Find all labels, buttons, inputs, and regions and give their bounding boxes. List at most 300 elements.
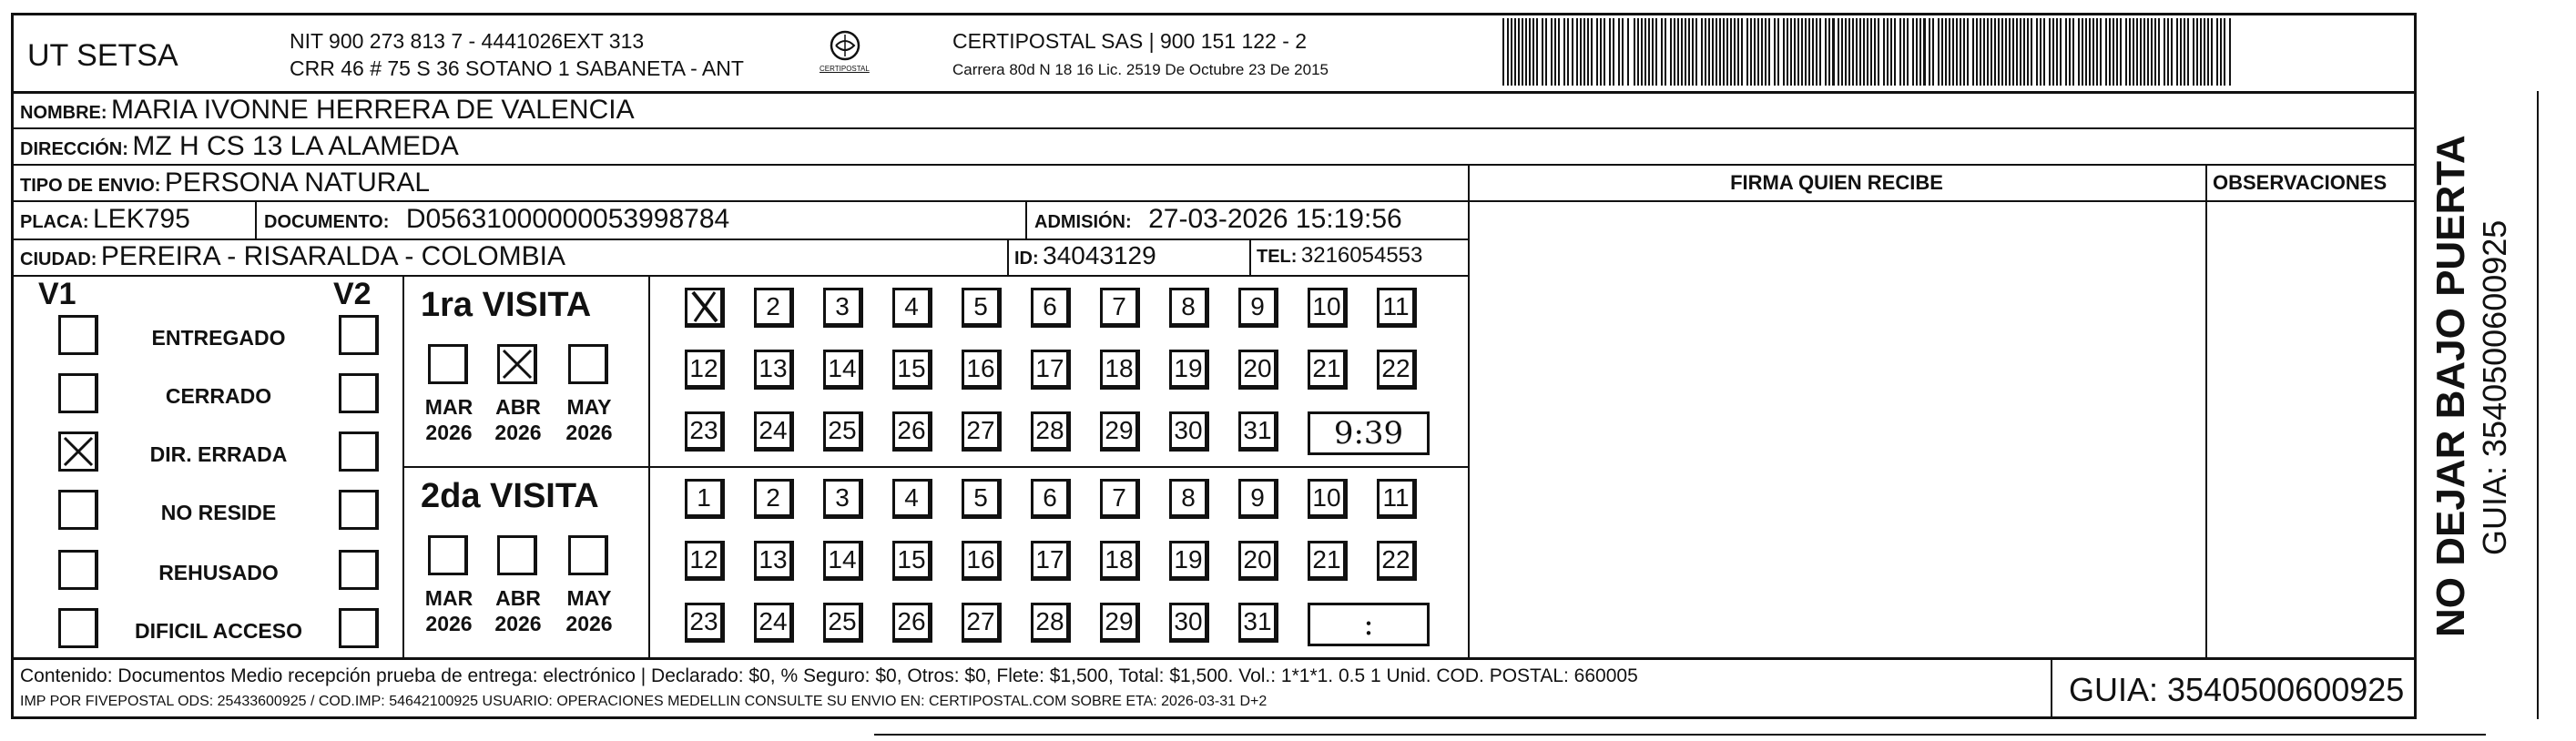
day-box[interactable] [685, 350, 725, 390]
ciudad-row [20, 243, 565, 270]
barcode-bar [2082, 18, 2083, 86]
barcode-bar [1551, 18, 1553, 86]
month-checkbox[interactable] [497, 535, 537, 575]
barcode-bar [1604, 18, 1605, 86]
barcode-bar [2096, 18, 2098, 86]
barcode-bar [1622, 18, 1624, 86]
day-number: 24 [759, 416, 788, 444]
barcode-bar [1987, 18, 1989, 86]
time-value: 9:39 [1333, 415, 1404, 452]
v2-checkbox[interactable] [339, 490, 379, 530]
day-number: 18 [1105, 354, 1134, 382]
barcode-bar [1941, 18, 1943, 86]
barcode-bar [1600, 18, 1602, 86]
day-box[interactable] [962, 411, 1002, 452]
barcode-bar [1832, 18, 1835, 86]
barcode-bar [1761, 18, 1763, 86]
direccion-label: DIRECCIÓN: [20, 139, 128, 159]
day-box[interactable] [685, 603, 725, 643]
day-box[interactable] [1169, 603, 1209, 643]
barcode-bar [1741, 18, 1743, 86]
barcode-bar [1583, 18, 1585, 86]
day-box[interactable] [754, 411, 794, 452]
month-label: ABR [495, 586, 541, 610]
barcode-bar [2176, 18, 2178, 86]
barcode-bar [1716, 18, 1717, 86]
barcode-bar [2216, 18, 2218, 86]
barcode-bar [1903, 18, 1905, 86]
nit-line: NIT 900 273 813 7 - 4441026EXT 313 [290, 29, 645, 53]
barcode-bar [2016, 18, 2018, 86]
day-box[interactable] [1031, 411, 1071, 452]
documento-row [264, 206, 729, 233]
barcode-bar [1870, 18, 1872, 86]
barcode-bar [2207, 18, 2209, 86]
day-box[interactable] [1031, 350, 1071, 390]
day-box[interactable] [892, 603, 932, 643]
barcode-bar [2211, 18, 2213, 86]
admision-row [1034, 206, 1402, 233]
barcode-bar [1670, 18, 1672, 86]
imp-line: IMP POR FIVEPOSTAL ODS: 25433600925 / COD.IMP: 54642100925 USUARIO: OPERACIONES MEDELLIN CONSULTE SU ENVIO EN: CERTIPOSTAL.COM SOBRE ETA: 2026-03-31 D+2 [20, 694, 1268, 709]
barcode-bar [1665, 18, 1666, 86]
barcode-bar [2147, 18, 2149, 86]
placa-value: LEK795 [93, 204, 190, 234]
day-box[interactable] [1031, 479, 1071, 519]
day-box[interactable] [685, 541, 725, 581]
day-box[interactable] [962, 288, 1002, 328]
day-box[interactable] [754, 603, 794, 643]
barcode-bar [1923, 18, 1926, 86]
day-box[interactable] [1308, 541, 1348, 581]
v2-checkbox[interactable] [339, 431, 379, 472]
day-number: 28 [1035, 416, 1064, 444]
status-label: DIFICIL ACCESO [134, 619, 302, 643]
barcode-bar [2143, 18, 2145, 86]
day-number: 12 [689, 545, 718, 574]
day-number: 20 [1243, 545, 1272, 574]
v1-checkbox[interactable] [58, 490, 98, 530]
barcode-bar [2069, 18, 2071, 86]
barcode-bar [1887, 18, 1889, 86]
side-guia: GUIA: 3540500600925 [2476, 219, 2513, 555]
barcode-bar [2154, 18, 2156, 86]
barcode-bar [2043, 18, 2045, 86]
carrier-line: CERTIPOSTAL SAS | 900 151 122 - 2 [952, 29, 1308, 53]
footer-divider [11, 657, 2417, 660]
month-label: MAR [424, 586, 473, 610]
day-box[interactable] [685, 411, 725, 452]
day-box[interactable] [823, 479, 863, 519]
barcode-bar [1916, 18, 1918, 86]
day-number: 21 [1312, 354, 1341, 382]
barcode-bar [1828, 18, 1830, 86]
day-box[interactable] [1308, 288, 1348, 328]
barcode-bar [1754, 18, 1756, 86]
day-box[interactable] [1169, 541, 1209, 581]
barcode-bar [1674, 18, 1675, 86]
day-box[interactable] [1169, 479, 1209, 519]
barcode-bar [2129, 18, 2131, 86]
observaciones-header: OBSERVACIONES [2213, 171, 2388, 194]
day-box[interactable] [1377, 288, 1417, 328]
day-box[interactable] [1308, 479, 1348, 519]
barcode-bar [2167, 18, 2169, 86]
day-box[interactable] [892, 288, 932, 328]
status-right-line [402, 275, 404, 657]
day-number: 11 [1382, 292, 1410, 320]
barcode [1502, 18, 2235, 86]
day-box[interactable] [1238, 350, 1278, 390]
day-number: 13 [759, 545, 788, 574]
day-number: 26 [897, 416, 926, 444]
day-box[interactable] [754, 541, 794, 581]
tipo-value: PERSONA NATURAL [164, 167, 431, 198]
barcode-bar [2164, 18, 2165, 86]
address-line: CRR 46 # 75 S 36 SOTANO 1 SABANETA - ANT [290, 56, 744, 80]
day-box[interactable] [1308, 350, 1348, 390]
barcode-bar [2220, 18, 2222, 86]
direccion-row [20, 133, 459, 160]
barcode-bar [2125, 18, 2127, 86]
day-box[interactable] [1100, 411, 1140, 452]
day-number: 13 [759, 354, 788, 382]
barcode-bar [1591, 18, 1593, 86]
v2-checkbox[interactable] [339, 373, 379, 413]
v1-checkbox[interactable] [58, 550, 98, 590]
day-box[interactable] [962, 479, 1002, 519]
barcode-bar [1609, 18, 1611, 86]
id-row [1014, 243, 1156, 269]
day-number: 31 [1243, 607, 1272, 635]
header-divider [11, 91, 2417, 94]
id-value: 34043129 [1043, 241, 1156, 269]
day-number: 16 [966, 545, 995, 574]
day-box[interactable] [1100, 288, 1140, 328]
barcode-bar [1596, 18, 1598, 86]
month-checkbox[interactable] [497, 344, 537, 384]
barcode-bar [1963, 18, 1965, 86]
day-number: 29 [1105, 607, 1134, 635]
day-number: 8 [1181, 292, 1196, 320]
year-label: 2026 [425, 421, 473, 444]
day-box[interactable] [1100, 479, 1140, 519]
day-box[interactable] [1031, 603, 1071, 643]
v2-label: V2 [333, 277, 372, 311]
barcode-bar [1558, 18, 1560, 86]
barcode-bar [1567, 18, 1569, 86]
ciudad-value: PEREIRA - RISARALDA - COLOMBIA [100, 241, 566, 271]
day-box[interactable] [823, 541, 863, 581]
day-number: 14 [828, 545, 857, 574]
day-number: 3 [835, 483, 850, 512]
barcode-bar [1883, 18, 1885, 86]
barcode-bar [2085, 18, 2087, 86]
day-box[interactable] [685, 288, 725, 328]
id-label: ID: [1014, 249, 1039, 269]
day-number: 15 [897, 354, 926, 382]
barcode-bar [1719, 18, 1721, 86]
day-box[interactable] [1169, 288, 1209, 328]
barcode-bar [2009, 18, 2011, 86]
barcode-bar [2078, 18, 2080, 86]
barcode-bar [1797, 18, 1799, 86]
barcode-bar [1613, 18, 1614, 86]
day-box[interactable] [1100, 350, 1140, 390]
barcode-bar [1874, 18, 1876, 86]
day-box[interactable] [1169, 350, 1209, 390]
v1-label: V1 [38, 277, 76, 311]
firma-left-line [1468, 164, 1470, 657]
placa-row [20, 206, 190, 233]
tel-value: 3216054553 [1300, 243, 1423, 268]
barcode-bar [2027, 18, 2029, 86]
year-label: 2026 [565, 612, 613, 635]
admision-separator [1025, 200, 1027, 239]
day-number: 2 [766, 292, 780, 320]
day-number: 7 [1112, 292, 1126, 320]
day-number: 14 [828, 354, 857, 382]
day-box[interactable] [1031, 541, 1071, 581]
day-box[interactable] [1238, 411, 1278, 452]
month-checkbox[interactable] [428, 344, 468, 384]
placa-separator [255, 200, 257, 239]
day-box[interactable] [892, 479, 932, 519]
day-number: 8 [1181, 483, 1196, 512]
day-number: 26 [897, 607, 926, 635]
day-box[interactable] [754, 288, 794, 328]
visit-title: 1ra VISITA [421, 286, 592, 324]
barcode-bar [1502, 18, 1504, 86]
day-box[interactable] [1377, 350, 1417, 390]
barcode-bar [1801, 18, 1803, 86]
barcode-bar [1787, 18, 1788, 86]
barcode-bar [1991, 18, 1992, 86]
barcode-bar [1563, 18, 1565, 86]
barcode-bar [2100, 18, 2102, 86]
barcode-bar [1816, 18, 1817, 86]
day-number: 29 [1105, 416, 1134, 444]
day-box[interactable] [1377, 541, 1417, 581]
barcode-bar [1618, 18, 1620, 86]
month-checkbox[interactable] [428, 535, 468, 575]
barcode-bar [1529, 18, 1531, 86]
barcode-bar [1938, 18, 1940, 86]
v2-checkbox[interactable] [339, 550, 379, 590]
ciudad-label: CIUDAD: [20, 249, 97, 269]
barcode-bar [1794, 18, 1796, 86]
barcode-bar [1576, 18, 1578, 86]
row-divider-5 [11, 275, 1468, 277]
day-number: 5 [973, 292, 988, 320]
day-box[interactable] [1031, 288, 1071, 328]
day-number: 9 [1250, 292, 1265, 320]
day-box[interactable] [754, 350, 794, 390]
barcode-bar [1757, 18, 1759, 86]
barcode-bar [2049, 18, 2051, 86]
day-box[interactable] [1377, 479, 1417, 519]
barcode-bar [2120, 18, 2122, 86]
barcode-bar [2105, 18, 2107, 86]
right-edge-line [2537, 91, 2539, 719]
barcode-bar [1812, 18, 1814, 86]
tel-row [1257, 245, 1422, 267]
barcode-bar [1949, 18, 1950, 86]
day-box[interactable] [823, 411, 863, 452]
status-label: REHUSADO [158, 561, 279, 584]
row-divider-1 [11, 127, 2417, 129]
barcode-bar [2116, 18, 2118, 86]
barcode-bar [2171, 18, 2173, 86]
barcode-bar [2040, 18, 2041, 86]
day-box[interactable] [1100, 541, 1140, 581]
barcode-bar [1878, 18, 1879, 86]
day-number: 19 [1174, 545, 1203, 574]
status-label: ENTREGADO [151, 326, 286, 350]
barcode-bar [2109, 18, 2111, 86]
v1-checkbox[interactable] [58, 608, 98, 648]
barcode-bar [1932, 18, 1934, 86]
barcode-bar [1929, 18, 1930, 86]
day-box[interactable] [754, 479, 794, 519]
barcode-bar [1841, 18, 1843, 86]
day-number: 25 [828, 607, 857, 635]
barcode-bar [1746, 18, 1748, 86]
day-box[interactable] [962, 350, 1002, 390]
barcode-bar [1525, 18, 1527, 86]
barcode-bar [1848, 18, 1850, 86]
barcode-bar [1685, 18, 1686, 86]
barcode-bar [1701, 18, 1703, 86]
barcode-bar [1983, 18, 1985, 86]
day-number: 18 [1105, 545, 1134, 574]
v1-checkbox[interactable] [58, 431, 98, 472]
barcode-bar [1856, 18, 1858, 86]
visit-right-line [648, 275, 650, 657]
barcode-bar [2092, 18, 2094, 86]
barcode-bar [2204, 18, 2205, 86]
barcode-bar [1819, 18, 1821, 86]
v1-checkbox[interactable] [58, 315, 98, 355]
day-box[interactable] [823, 350, 863, 390]
day-box[interactable] [1238, 603, 1278, 643]
barcode-bar [1790, 18, 1792, 86]
month-checkbox[interactable] [568, 344, 608, 384]
barcode-bar [1708, 18, 1710, 86]
day-box[interactable] [962, 541, 1002, 581]
day-number: 23 [689, 607, 718, 635]
barcode-bar [1774, 18, 1776, 86]
day-box[interactable] [823, 288, 863, 328]
barcode-bar [1750, 18, 1752, 86]
logo-caption: CERTIPOSTAL [820, 65, 870, 73]
barcode-bar [1648, 18, 1650, 86]
barcode-bar [2224, 18, 2225, 86]
day-box[interactable] [962, 603, 1002, 643]
barcode-bar [1783, 18, 1785, 86]
barcode-bar [1945, 18, 1947, 86]
barcode-bar [1587, 18, 1589, 86]
barcode-bar [1572, 18, 1573, 86]
day-box[interactable] [1238, 479, 1278, 519]
day-box[interactable] [1238, 541, 1278, 581]
barcode-bar [2140, 18, 2142, 86]
barcode-bar [1734, 18, 1736, 86]
tipo-row [20, 169, 430, 197]
day-number: 22 [1381, 354, 1410, 382]
barcode-bar [1972, 18, 1974, 86]
day-number: 9 [1250, 483, 1265, 512]
barcode-bar [1960, 18, 1961, 86]
day-number: 24 [759, 607, 788, 635]
day-box[interactable] [892, 541, 932, 581]
x-mark-icon [687, 289, 720, 325]
barcode-bar [1655, 18, 1657, 86]
documento-value: D05631000000053998784 [405, 204, 730, 234]
day-box[interactable] [892, 350, 932, 390]
barcode-bar [1919, 18, 1921, 86]
month-label: MAY [566, 586, 612, 610]
time-value: : [1363, 606, 1374, 643]
barcode-bar [1980, 18, 1981, 86]
month-checkbox[interactable] [568, 535, 608, 575]
barcode-bar [1737, 18, 1739, 86]
day-number: 20 [1243, 354, 1272, 382]
day-number: 2 [766, 483, 780, 512]
day-number: 28 [1035, 607, 1064, 635]
barcode-bar [2012, 18, 2014, 86]
side-warning: NO DEJAR BAJO PUERTA [2428, 135, 2473, 637]
day-number: 17 [1035, 354, 1064, 382]
day-box[interactable] [685, 479, 725, 519]
time-box[interactable] [1308, 411, 1430, 455]
admision-label: ADMISIÓN: [1034, 212, 1132, 232]
admision-value: 27-03-2026 15:19:56 [1148, 204, 1402, 234]
day-number: 11 [1382, 483, 1410, 512]
barcode-bar [2158, 18, 2160, 86]
barcode-bar [1634, 18, 1635, 86]
barcode-bar [2065, 18, 2067, 86]
visit-title: 2da VISITA [421, 477, 599, 515]
barcode-bar [1838, 18, 1839, 86]
barcode-bar [2196, 18, 2198, 86]
day-box[interactable] [1100, 603, 1140, 643]
day-number: 21 [1312, 545, 1341, 574]
v1-checkbox[interactable] [58, 373, 98, 413]
v2-checkbox[interactable] [339, 315, 379, 355]
nombre-row [20, 96, 635, 124]
day-box[interactable] [1169, 411, 1209, 452]
barcode-bar [1967, 18, 1969, 86]
barcode-bar [2031, 18, 2032, 86]
barcode-bar [2060, 18, 2062, 86]
day-box[interactable] [892, 411, 932, 452]
barcode-bar [1692, 18, 1694, 86]
documento-label: DOCUMENTO: [264, 212, 390, 232]
day-box[interactable] [1238, 288, 1278, 328]
barcode-bar [1956, 18, 1958, 86]
v2-checkbox[interactable] [339, 608, 379, 648]
day-number: 4 [904, 292, 919, 320]
barcode-bar [1976, 18, 1978, 86]
direccion-value: MZ H CS 13 LA ALAMEDA [132, 131, 459, 161]
tel-label: TEL: [1257, 247, 1298, 267]
time-box[interactable] [1308, 603, 1430, 646]
license-line: Carrera 80d N 18 16 Lic. 2519 De Octubre 23 De 2015 [952, 61, 1329, 78]
year-label: 2026 [425, 612, 473, 635]
year-label: 2026 [565, 421, 613, 444]
day-box[interactable] [823, 603, 863, 643]
